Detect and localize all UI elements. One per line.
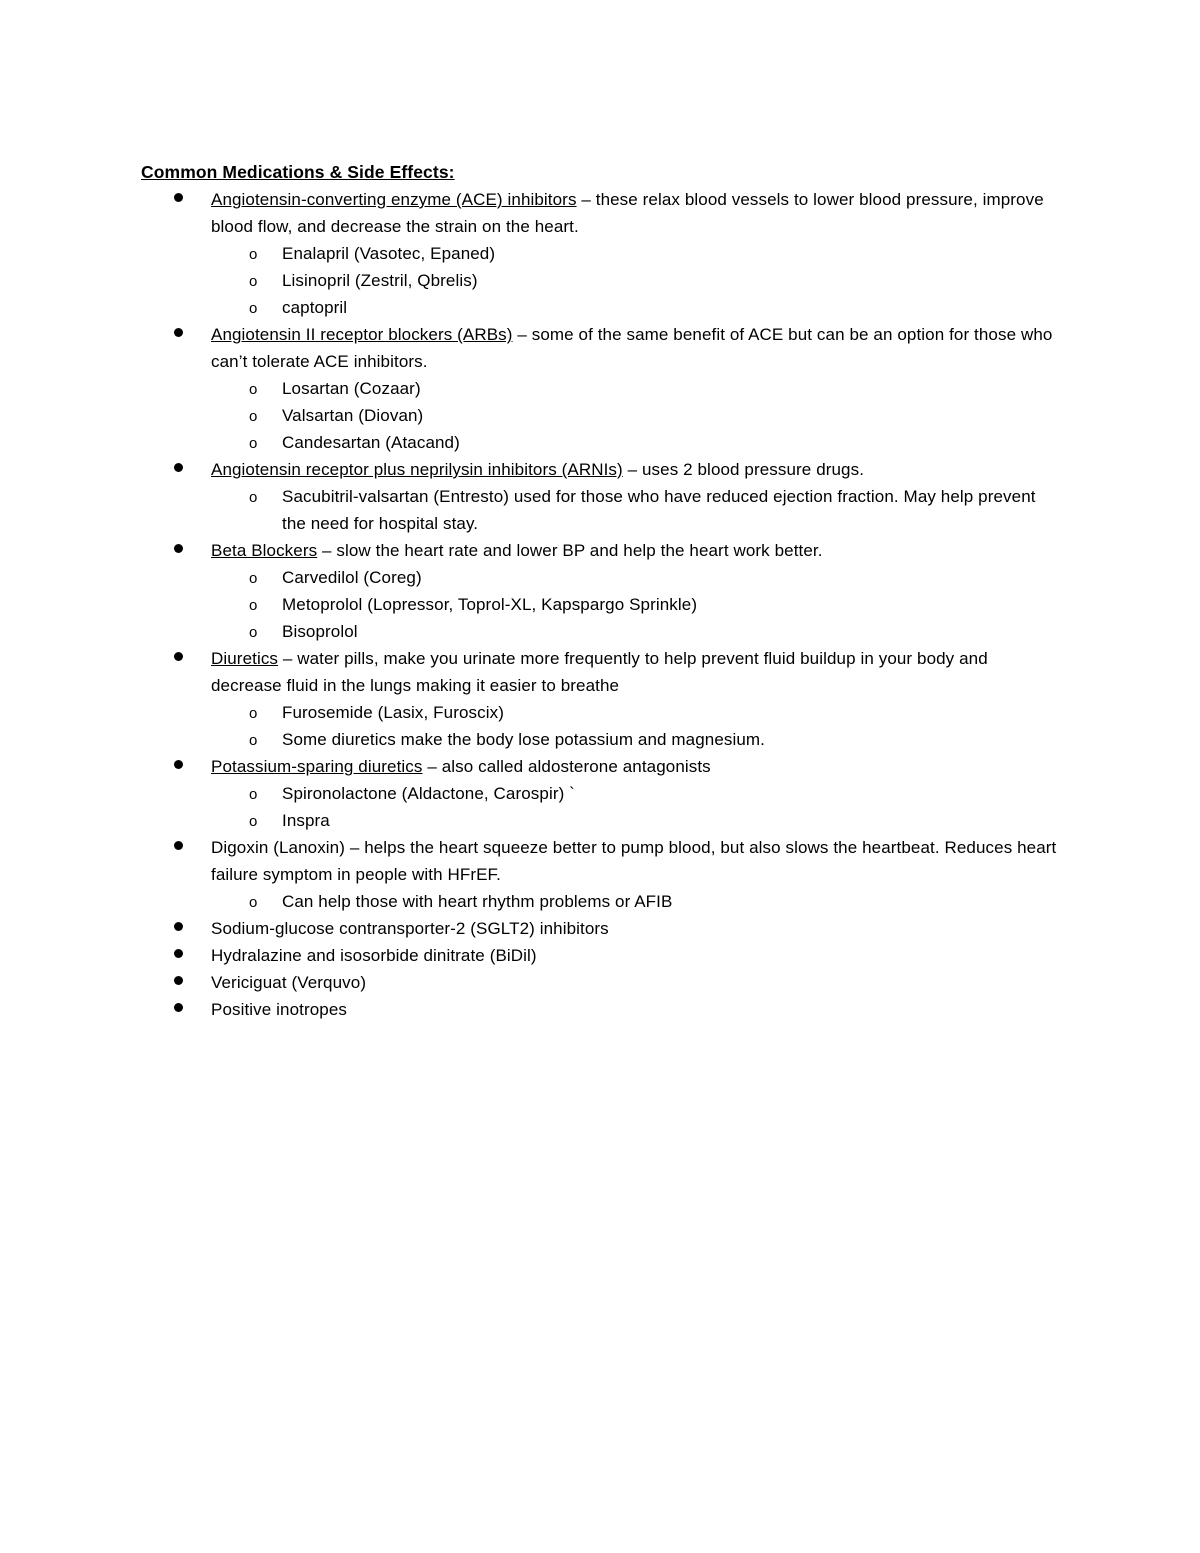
medication-term: Beta Blockers [211, 541, 318, 560]
list-item [141, 915, 1061, 942]
list-item [141, 753, 1061, 834]
medication-term: Angiotensin receptor plus neprilysin inhibitors (ARNIs) [211, 460, 623, 479]
medication-description: Digoxin (Lanoxin) – helps the heart squeeze better to pump blood, but also slows the heartbeat. Reduces heart failure symptom in people with HFrEF. [211, 838, 1057, 884]
list-item [141, 537, 1061, 645]
list-item [141, 321, 1061, 456]
sub-bullet-icon: o [249, 894, 258, 911]
sub-list-item [141, 888, 1061, 915]
list-item [141, 942, 1061, 969]
sub-list-item [141, 726, 1061, 753]
medication-term: Diuretics [211, 649, 279, 668]
medication-description: Hydralazine and isosorbide dinitrate (BiDil) [211, 946, 537, 965]
sub-item-text: Losartan (Cozaar) [282, 379, 421, 398]
sub-bullet-icon: o [249, 408, 258, 425]
medication-list [141, 186, 1061, 1023]
bullet-icon [174, 841, 183, 850]
sub-list-item [141, 240, 1061, 267]
sub-item-text: Can help those with heart rhythm problems or AFIB [282, 892, 673, 911]
document-content [141, 159, 1061, 1023]
bullet-icon [174, 544, 183, 553]
medication-description: – these relax blood vessels to lower blood pressure, improve blood flow, and decrease the strain on the heart. [211, 190, 1044, 236]
medication-term: Angiotensin-converting enzyme (ACE) inhibitors [211, 190, 577, 209]
medication-term: Potassium-sparing diuretics [211, 757, 423, 776]
sub-list [211, 375, 1061, 456]
sub-item-text: Metoprolol (Lopressor, Toprol-XL, Kapspargo Sprinkle) [282, 595, 698, 614]
list-item [141, 969, 1061, 996]
list-item [141, 834, 1061, 915]
bullet-icon [174, 922, 183, 931]
page-title: Common Medications & Side Effects: [141, 162, 455, 182]
sub-list-item [141, 429, 1061, 456]
sub-list [211, 483, 1061, 537]
sub-list [211, 564, 1061, 645]
sub-list-item [141, 267, 1061, 294]
sub-list-item [141, 564, 1061, 591]
sub-item-text: Enalapril (Vasotec, Epaned) [282, 244, 496, 263]
sub-item-text: Valsartan (Diovan) [282, 406, 424, 425]
sub-bullet-icon: o [249, 624, 258, 641]
sub-list-item [141, 618, 1061, 645]
list-item [141, 456, 1061, 537]
sub-bullet-icon: o [249, 246, 258, 263]
medication-description: – water pills, make you urinate more frequently to help prevent fluid buildup in your body and decrease fluid in the lungs making it easier to breathe [211, 649, 988, 695]
medication-description: – some of the same benefit of ACE but can be an option for those who can’t tolerate ACE inhibitors. [211, 325, 1053, 371]
sub-bullet-icon: o [249, 570, 258, 587]
sub-list-item [141, 591, 1061, 618]
sub-bullet-icon: o [249, 813, 258, 830]
list-item [141, 186, 1061, 321]
medication-description: Vericiguat (Verquvo) [211, 973, 367, 992]
sub-list-item [141, 780, 1061, 807]
sub-bullet-icon: o [249, 273, 258, 290]
sub-item-text: Candesartan (Atacand) [282, 433, 460, 452]
sub-list [211, 240, 1061, 321]
sub-list-item [141, 807, 1061, 834]
bullet-icon [174, 1003, 183, 1012]
sub-list-item [141, 375, 1061, 402]
sub-list-item [141, 402, 1061, 429]
sub-bullet-icon: o [249, 705, 258, 722]
sub-bullet-icon: o [249, 435, 258, 452]
sub-item-text: Furosemide (Lasix, Furoscix) [282, 703, 504, 722]
sub-bullet-icon: o [249, 381, 258, 398]
sub-item-text: Inspra [282, 811, 330, 830]
sub-bullet-icon: o [249, 489, 258, 506]
list-item [141, 645, 1061, 753]
medication-description: Positive inotropes [211, 1000, 347, 1019]
sub-list-item [141, 699, 1061, 726]
sub-item-text: Lisinopril (Zestril, Qbrelis) [282, 271, 478, 290]
list-item [141, 996, 1061, 1023]
sub-list-item [141, 294, 1061, 321]
bullet-icon [174, 463, 183, 472]
medication-description: – uses 2 blood pressure drugs. [622, 460, 865, 479]
sub-item-text: Carvedilol (Coreg) [282, 568, 422, 587]
bullet-icon [174, 976, 183, 985]
sub-item-text: Some diuretics make the body lose potassium and magnesium. [282, 730, 765, 749]
medication-description: Sodium-glucose contransporter-2 (SGLT2) inhibitors [211, 919, 609, 938]
sub-item-text: captopril [282, 298, 348, 317]
sub-bullet-icon: o [249, 786, 258, 803]
sub-item-text: Sacubitril-valsartan (Entresto) used for those who have reduced ejection fraction. May help prevent the need for hospital stay. [282, 487, 1036, 533]
sub-list-item [141, 483, 1061, 537]
sub-list [211, 780, 1061, 834]
sub-bullet-icon: o [249, 597, 258, 614]
bullet-icon [174, 949, 183, 958]
bullet-icon [174, 652, 183, 661]
sub-list [211, 699, 1061, 753]
sub-item-text: Bisoprolol [282, 622, 358, 641]
bullet-icon [174, 760, 183, 769]
medication-description: – slow the heart rate and lower BP and help the heart work better. [317, 541, 823, 560]
medication-description: – also called aldosterone antagonists [422, 757, 711, 776]
sub-bullet-icon: o [249, 732, 258, 749]
sub-bullet-icon: o [249, 300, 258, 317]
bullet-icon [174, 193, 183, 202]
sub-list [211, 888, 1061, 915]
sub-item-text: Spironolactone (Aldactone, Carospir) ` [282, 784, 575, 803]
medication-term: Angiotensin II receptor blockers (ARBs) [211, 325, 513, 344]
bullet-icon [174, 328, 183, 337]
